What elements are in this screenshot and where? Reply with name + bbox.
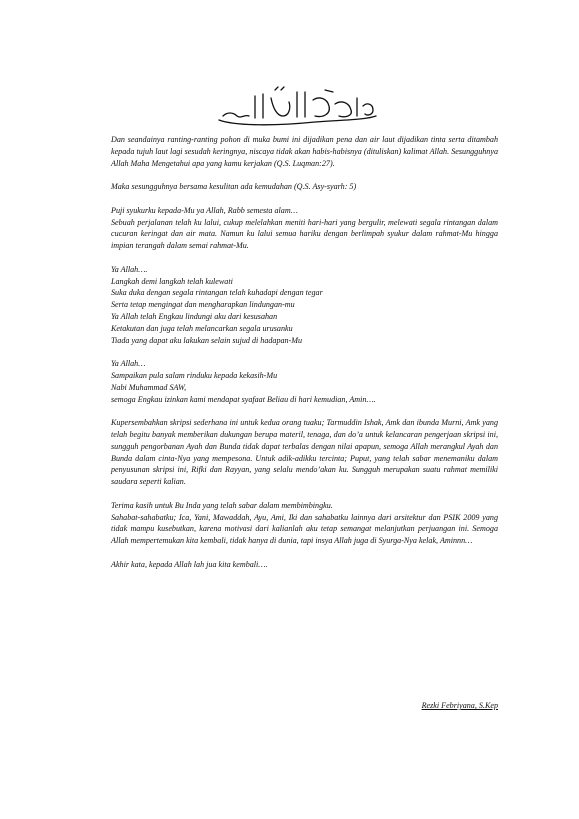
poem-line: semoga Engkau izinkan kami mendapat syafaat Beliau di hari kemudian, Amin…. — [111, 394, 376, 404]
poem-line: Ya Allah… — [111, 359, 146, 369]
gratitude-paragraph — [111, 205, 498, 252]
poem-line: Nabi Muhammad SAW, — [111, 382, 187, 392]
poem-line: Ya Allah…. — [111, 264, 148, 274]
poem-line: Suka duka dengan segala rintangan telah kuhadapi dengan tegar — [111, 288, 323, 298]
poem-line: Ya Allah telah Engkau lindungi aku dari kesusahan — [111, 311, 278, 321]
thanks-opening-line: Terima kasih untuk Bu Inda yang telah sabar dalam membimbingku. — [111, 500, 333, 510]
poem-line: Ketakutan dan juga telah melancarkan segala urusanku — [111, 323, 293, 333]
poem-line: Tiada yang dapat aku lakukan selain sujud di hadapan-Mu — [111, 335, 303, 345]
poem-stanza-2 — [111, 358, 498, 405]
poem-line: Langkah demi langkah telah kulewati — [111, 276, 233, 286]
bismillah-calligraphy-icon — [215, 86, 380, 130]
thanks-body: Sahabat-sahabatku; Ica, Yani, Mawaddah, Ayu, Ami, Iki dan sahabatku lainnya dari arsitektur dan PSIK 2009 yang tidak mampu kusebutkan, karena motivasi dari kalianlah aku tetap semangat melanjutkan perjuangan ini. Semoga Allah mempertemukan kita kembali, tidak hanya di dunia, tapi insya Allah juga di Syurga-Nya kelak, Aminnn… — [111, 512, 498, 546]
dedication-paragraph: Kupersembahkan skripsi sederhana ini untuk kedua orang tuaku; Tarmuddin Ishak, Amk dan ibunda Murni, Amk yang telah begitu banyak memberikan dukungan berupa materil, tenaga, dan do’a untuk kelancaran pengerjaan skripsi ini, sungguh pengorbanan Ayah dan Bunda tidak dapat terbalas dengan nilai apapun, semoga Allah merangkul Ayah dan Bunda dalam cinta-Nya yang mempesona. Untuk adik-adikku tercinta; Puput, yang telah sabar menemaniku dalam penyusunan skripsi ini, Rifki dan Rayyan, yang selalu mendo’akan ku. Sungguh merupakan suatu rahmat memiliki saudara seperti kalian. — [111, 418, 498, 487]
quran-quote-asy-syarh: Maka sesungguhnya bersama kesulitan ada kemudahan (Q.S. Asy-syarh: 5) — [111, 182, 357, 192]
poem-line: Sampaikan pula salam rinduku kepada kekasih-Mu — [111, 370, 278, 380]
author-signature: Rezki Febriyana, S.Kep — [421, 701, 498, 710]
gratitude-opening-line: Puji syukurku kepada-Mu ya Allah, Rabb semesta alam… — [111, 205, 298, 215]
gratitude-body: Sebuah perjalanan telah ku lalui, cukup melelahkan meniti hari-hari yang bergulir, melewati segala rintangan dalam cucuran keringat dan air mata. Namun ku lalui semua hariku dengan berlimpah syukur dalam rahmat-Mu hingga impian terangah dalam semai rahmat-Mu. — [111, 217, 498, 251]
poem-stanza-1 — [111, 264, 498, 347]
closing-line: Akhir kata, kepada Allah lah jua kita kembali…. — [111, 559, 268, 569]
document-body — [111, 134, 498, 582]
thanks-paragraph — [111, 500, 498, 547]
poem-line: Serta tetap mengingat dan mengharapkan lindungan-mu — [111, 300, 295, 310]
quran-quote-luqman: Dan seandainya ranting-ranting pohon di muka bumi ini dijadikan pena dan air laut dijadikan tinta serta ditambah kepada tujuh laut lagi sesudah keringnya, niscaya tidak akan habis-habisnya (dituliskan) kalimat Allah. Sesungguhnya Allah Maha Mengetahui apa yang kamu kerjakan (Q.S. Luqman:27). — [111, 135, 498, 168]
